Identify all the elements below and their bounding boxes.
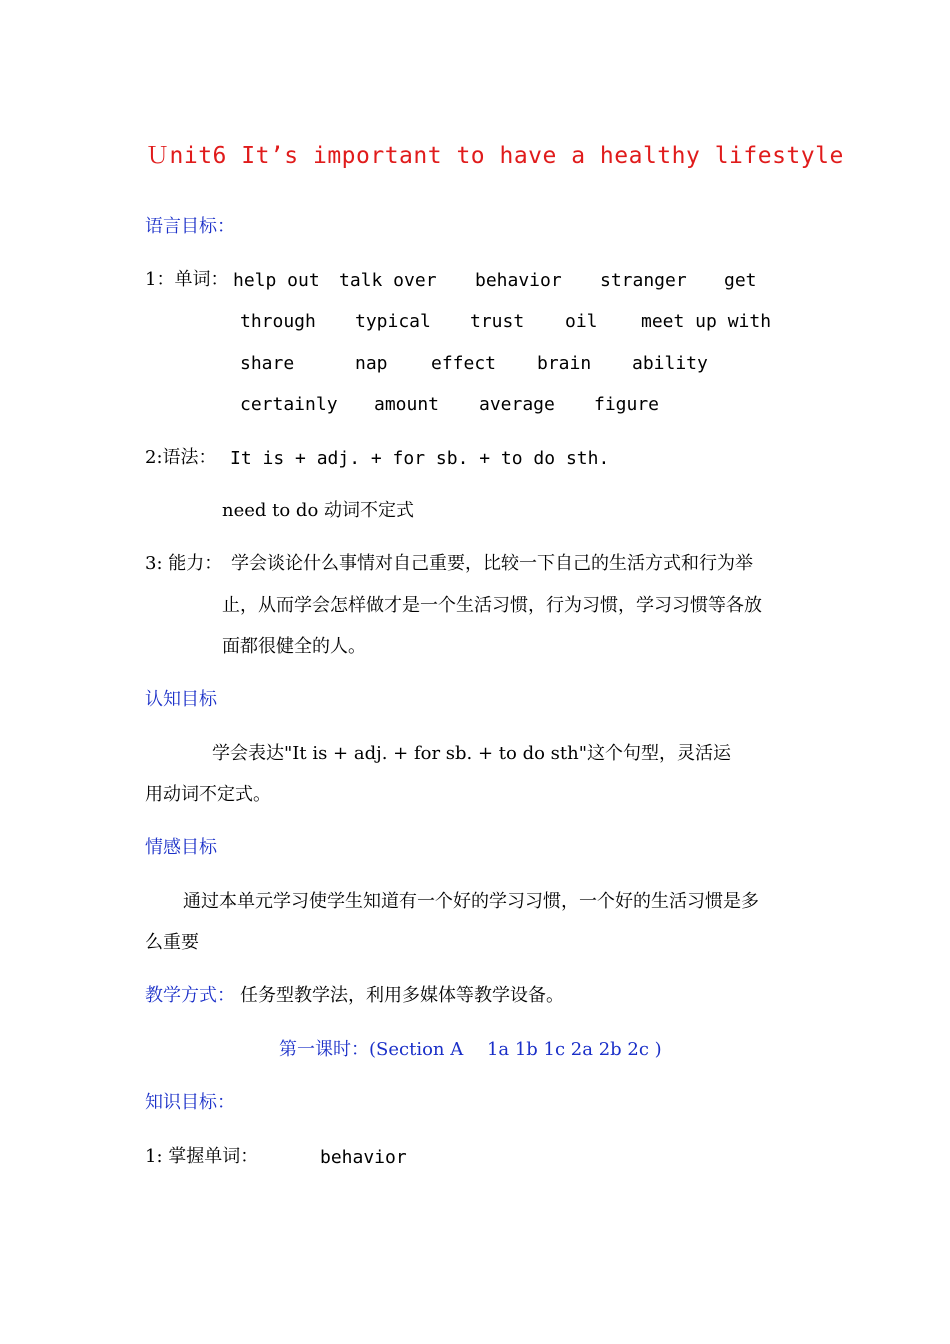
- emotional-line: 么重要: [145, 932, 199, 953]
- emotional-line: 通过本单元学习使学生知道有一个好的学习习惯，一个好的生活习惯是多: [183, 891, 759, 912]
- cognitive-line: 用动词不定式。: [145, 784, 271, 805]
- vocab-word: behavior: [475, 270, 562, 291]
- cognitive-line: 学会表达"It is + adj. + for sb. + to do sth"这个句型，灵活运: [212, 743, 731, 764]
- knowledge-goals-heading: 知识目标：: [145, 1092, 235, 1113]
- vocab-word: figure: [594, 394, 660, 415]
- vocab-word: share: [240, 353, 295, 374]
- document-title: Ｕnit6 It’s important to have a healthy lifestyle: [146, 143, 844, 169]
- lesson-one-heading: 第一课时：(Section A 1a 1b 1c 2a 2b 2c ): [279, 1039, 662, 1060]
- vocab-word: through: [240, 311, 316, 332]
- ability-line: 止，从而学会怎样做才是一个生活习惯，行为习惯，学习习惯等各放: [222, 595, 762, 616]
- vocab-word: nap: [355, 353, 388, 374]
- grammar-text: It is + adj. + for sb. + to do sth.: [230, 448, 610, 469]
- vocab-word: effect: [431, 353, 497, 374]
- knowledge-item-label: 1: 掌握单词：: [145, 1146, 259, 1167]
- knowledge-item-word: behavior: [320, 1147, 407, 1168]
- vocab-word: average: [479, 394, 555, 415]
- vocab-word: get: [724, 270, 757, 291]
- vocab-word: amount: [374, 394, 440, 415]
- vocab-word: brain: [537, 353, 592, 374]
- vocab-word: trust: [470, 311, 525, 332]
- vocab-label: 1：单词：: [145, 269, 229, 290]
- ability-line: 面都很健全的人。: [222, 636, 366, 657]
- vocab-word: certainly: [240, 394, 338, 415]
- vocab-word: help out: [233, 270, 320, 291]
- vocab-word: typical: [355, 311, 431, 332]
- vocab-word: ability: [632, 353, 708, 374]
- ability-line: 学会谈论什么事情对自己重要，比较一下自己的生活方式和行为举: [231, 553, 753, 574]
- teaching-method-label: 教学方式：: [145, 985, 235, 1006]
- language-goals-heading: 语言目标：: [145, 216, 235, 237]
- vocab-word: talk over: [339, 270, 437, 291]
- teaching-method-text: 任务型教学法，利用多媒体等教学设备。: [240, 985, 564, 1006]
- cognitive-goals-heading: 认知目标: [145, 689, 217, 710]
- emotional-goals-heading: 情感目标: [145, 837, 217, 858]
- vocab-word: meet up with: [641, 311, 772, 332]
- vocab-word: oil: [565, 311, 598, 332]
- vocab-word: stranger: [600, 270, 687, 291]
- grammar-text-2: need to do 动词不定式: [222, 500, 415, 521]
- grammar-label: 2:语法：: [145, 447, 217, 468]
- ability-label: 3: 能力：: [145, 553, 223, 574]
